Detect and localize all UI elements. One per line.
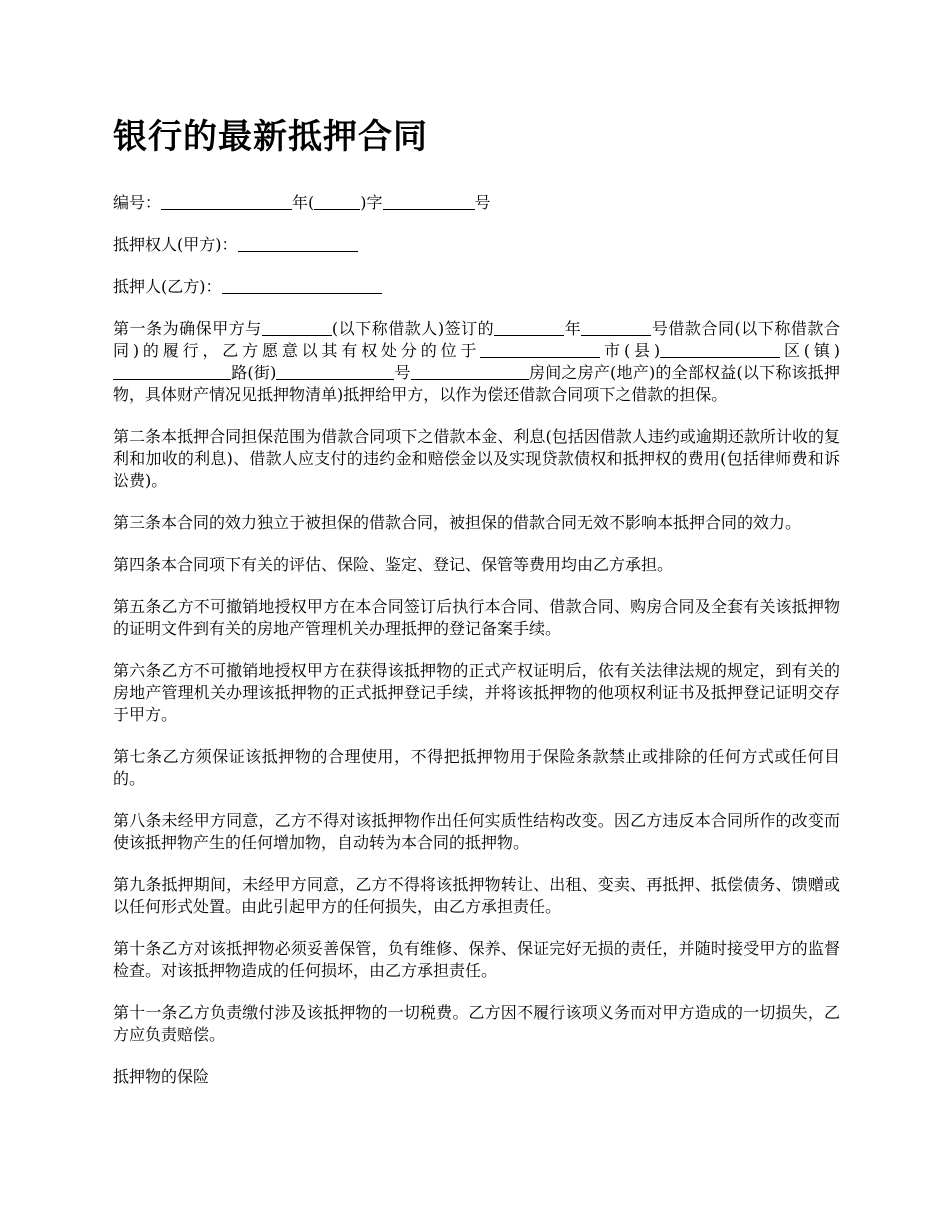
no-label: 号	[474, 193, 491, 212]
article-10: 第十条乙方对该抵押物必须妥善保管，负有维修、保养、保证完好无损的责任，并随时接受甲方的监督检查。对该抵押物造成的任何损坏，由乙方承担责任。	[113, 939, 840, 980]
article-1-text-9: 房间之房产(地产)的全部权益(以下称该抵押物，具体财产情况见抵押物清单)抵押给甲方，以作为偿还借款合同项下之借款的担保。	[113, 363, 840, 404]
article-1	[113, 318, 840, 406]
street-number-blank[interactable]	[276, 363, 394, 380]
year-label: 年(	[292, 193, 315, 212]
article-7: 第七条乙方须保证该抵押物的合理使用，不得把抵押物用于保险条款禁止或排除的任何方式或任何目的。	[113, 747, 840, 788]
road-blank[interactable]	[113, 363, 231, 380]
mortgagee-label: 抵押权人(甲方)：	[113, 235, 238, 254]
article-9: 第九条抵押期间，未经甲方同意，乙方不得将该抵押物转让、出租、变卖、再抵押、抵偿债务、馈赠或以任何形式处置。由此引起甲方的任何损失，由乙方承担责任。	[113, 875, 840, 916]
section-heading-insurance: 抵押物的保险	[113, 1067, 210, 1086]
mortgagee-blank[interactable]	[238, 235, 358, 252]
article-3: 第三条本合同的效力独立于被担保的借款合同，被担保的借款合同无效不影响本抵押合同的效力。	[113, 513, 802, 532]
article-1-text-3: 年	[564, 319, 582, 338]
article-1-text-7: 路(街)	[231, 363, 277, 382]
article-4: 第四条本合同项下有关的评估、保险、鉴定、登记、保管等费用均由乙方承担。	[113, 555, 674, 574]
article-1-text-2: (以下称借款人)签订的	[331, 319, 495, 338]
article-6: 第六条乙方不可撤销地授权甲方在获得该抵押物的正式产权证明后，依有关法律法规的规定，到有关的房地产管理机关办理该抵押物的正式抵押登记手续，并将该抵押物的他项权利证书及抵押登记证明交存于甲方。	[113, 661, 840, 724]
article-1-text-1: 第一条为确保甲方与	[113, 319, 262, 338]
article-1-text-5: 市(县)	[600, 341, 661, 360]
room-blank[interactable]	[411, 363, 529, 380]
mortgagor-blank[interactable]	[222, 277, 382, 294]
mortgagee-line	[113, 234, 840, 256]
district-blank[interactable]	[660, 341, 780, 358]
article-1-text-4: 号借款合同(以下称借款合同)的履行，乙方愿意以其有权处分的位于	[113, 319, 840, 360]
loan-year-blank[interactable]	[494, 319, 564, 336]
char-blank[interactable]	[383, 193, 475, 210]
mortgagor-line	[113, 276, 840, 298]
number-label: 编号：	[113, 193, 162, 212]
article-11: 第十一条乙方负责缴付涉及该抵押物的一切税费。乙方因不履行该项义务而对甲方造成的一切损失，乙方应负责赔偿。	[113, 1003, 840, 1044]
city-blank[interactable]	[480, 341, 600, 358]
article-8: 第八条未经甲方同意，乙方不得对该抵押物作出任何实质性结构改变。因乙方违反本合同所作的改变而使该抵押物产生的任何增加物，自动转为本合同的抵押物。	[113, 811, 840, 852]
article-5: 第五条乙方不可撤销地授权甲方在本合同签订后执行本合同、借款合同、购房合同及全套有关该抵押物的证明文件到有关的房地产管理机关办理抵押的登记备案手续。	[113, 597, 840, 638]
document-title: 银行的最新抵押合同	[113, 117, 428, 157]
char-label: )字	[360, 193, 383, 212]
borrower-blank[interactable]	[262, 319, 332, 336]
loan-number-blank[interactable]	[581, 319, 651, 336]
article-2: 第二条本抵押合同担保范围为借款合同项下之借款本金、利息(包括因借款人违约或逾期还款所计收的复利和加收的利息)、借款人应支付的违约金和赔偿金以及实现贷款债权和抵押权的费用(包括律师费和诉讼费)。	[113, 427, 840, 490]
number-blank[interactable]	[161, 193, 292, 210]
mortgagor-label: 抵押人(乙方)：	[113, 277, 222, 296]
article-1-text-8: 号	[394, 363, 411, 382]
year-blank[interactable]	[314, 193, 360, 210]
article-1-text-6: 区(镇)	[780, 341, 840, 360]
document-page	[113, 112, 840, 1108]
contract-number-line	[113, 192, 840, 214]
